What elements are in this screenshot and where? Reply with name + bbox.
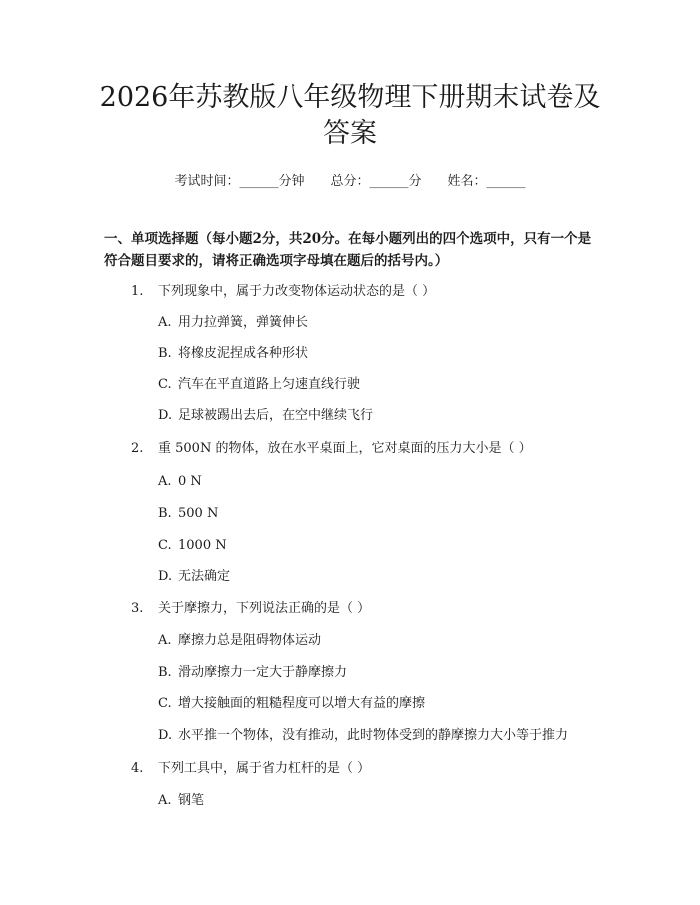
- question-number: 3.: [131, 601, 144, 616]
- option-2a: [158, 473, 202, 491]
- option-text: 将橡皮泥捏成各种形状: [178, 346, 309, 361]
- option-letter: C.: [158, 696, 172, 711]
- option-letter: B.: [158, 506, 172, 521]
- question-1: [131, 283, 435, 301]
- exam-time: 考试时间：______分钟: [174, 174, 305, 189]
- option-3d: [158, 727, 568, 745]
- option-text: 足球被踢出去后，在空中继续飞行: [178, 408, 374, 423]
- option-text: 钢笔: [178, 793, 205, 808]
- exam-name: 姓名：______: [447, 174, 526, 189]
- option-2b: [158, 505, 218, 523]
- option-1c: [158, 376, 360, 394]
- option-letter: B.: [158, 346, 172, 361]
- question-text: 下列工具中，属于省力杠杆的是（ ）: [158, 761, 371, 776]
- option-text: 500 N: [178, 506, 219, 521]
- question-text: 下列现象中，属于力改变物体运动状态的是（ ）: [158, 284, 436, 299]
- exam-score: 总分：______分: [330, 174, 422, 189]
- question-text: 重 500N 的物体，放在水平桌面上，它对桌面的压力大小是（ ）: [158, 441, 532, 456]
- question-4: [131, 760, 370, 778]
- option-4a: [158, 792, 204, 810]
- option-2d: [158, 568, 230, 586]
- question-2: [131, 440, 532, 458]
- exam-title: 2026年苏教版八年级物理下册期末试卷及答案: [99, 82, 601, 149]
- option-text: 水平推一个物体，没有推动，此时物体受到的静摩擦力大小等于推力: [178, 728, 569, 743]
- option-1d: [158, 407, 373, 425]
- option-text: 汽车在平直道路上匀速直线行驶: [178, 377, 361, 392]
- option-letter: B.: [158, 665, 172, 680]
- option-text: 无法确定: [178, 569, 231, 584]
- option-letter: C.: [158, 538, 172, 553]
- question-3: [131, 600, 370, 618]
- question-number: 1.: [131, 284, 144, 299]
- option-3a: [158, 632, 321, 650]
- option-letter: A.: [158, 474, 172, 489]
- option-3b: [158, 664, 347, 682]
- option-1b: [158, 345, 308, 363]
- option-text: 增大接触面的粗糙程度可以增大有益的摩擦: [178, 696, 426, 711]
- question-text: 关于摩擦力，下列说法正确的是（ ）: [158, 601, 371, 616]
- option-text: 0 N: [178, 474, 202, 489]
- option-2c: [158, 537, 227, 555]
- option-letter: D.: [158, 408, 173, 423]
- option-letter: A.: [158, 633, 172, 648]
- option-text: 摩擦力总是阻碍物体运动: [178, 633, 322, 648]
- option-1a: [158, 314, 308, 332]
- section-heading: 一、单项选择题（每小题2分，共20分。在每小题列出的四个选项中，只有一个是符合题目要求的，请将正确选项字母填在题后的括号内。）: [104, 231, 592, 269]
- option-letter: A.: [158, 793, 172, 808]
- option-letter: D.: [158, 569, 173, 584]
- option-letter: D.: [158, 728, 173, 743]
- option-text: 用力拉弹簧，弹簧伸长: [178, 315, 309, 330]
- exam-meta: [0, 170, 700, 189]
- option-3c: [158, 695, 425, 713]
- option-letter: C.: [158, 377, 172, 392]
- question-number: 4.: [131, 761, 144, 776]
- option-text: 滑动摩擦力一定大于静摩擦力: [178, 665, 348, 680]
- option-letter: A.: [158, 315, 172, 330]
- question-number: 2.: [131, 441, 144, 456]
- option-text: 1000 N: [178, 538, 227, 553]
